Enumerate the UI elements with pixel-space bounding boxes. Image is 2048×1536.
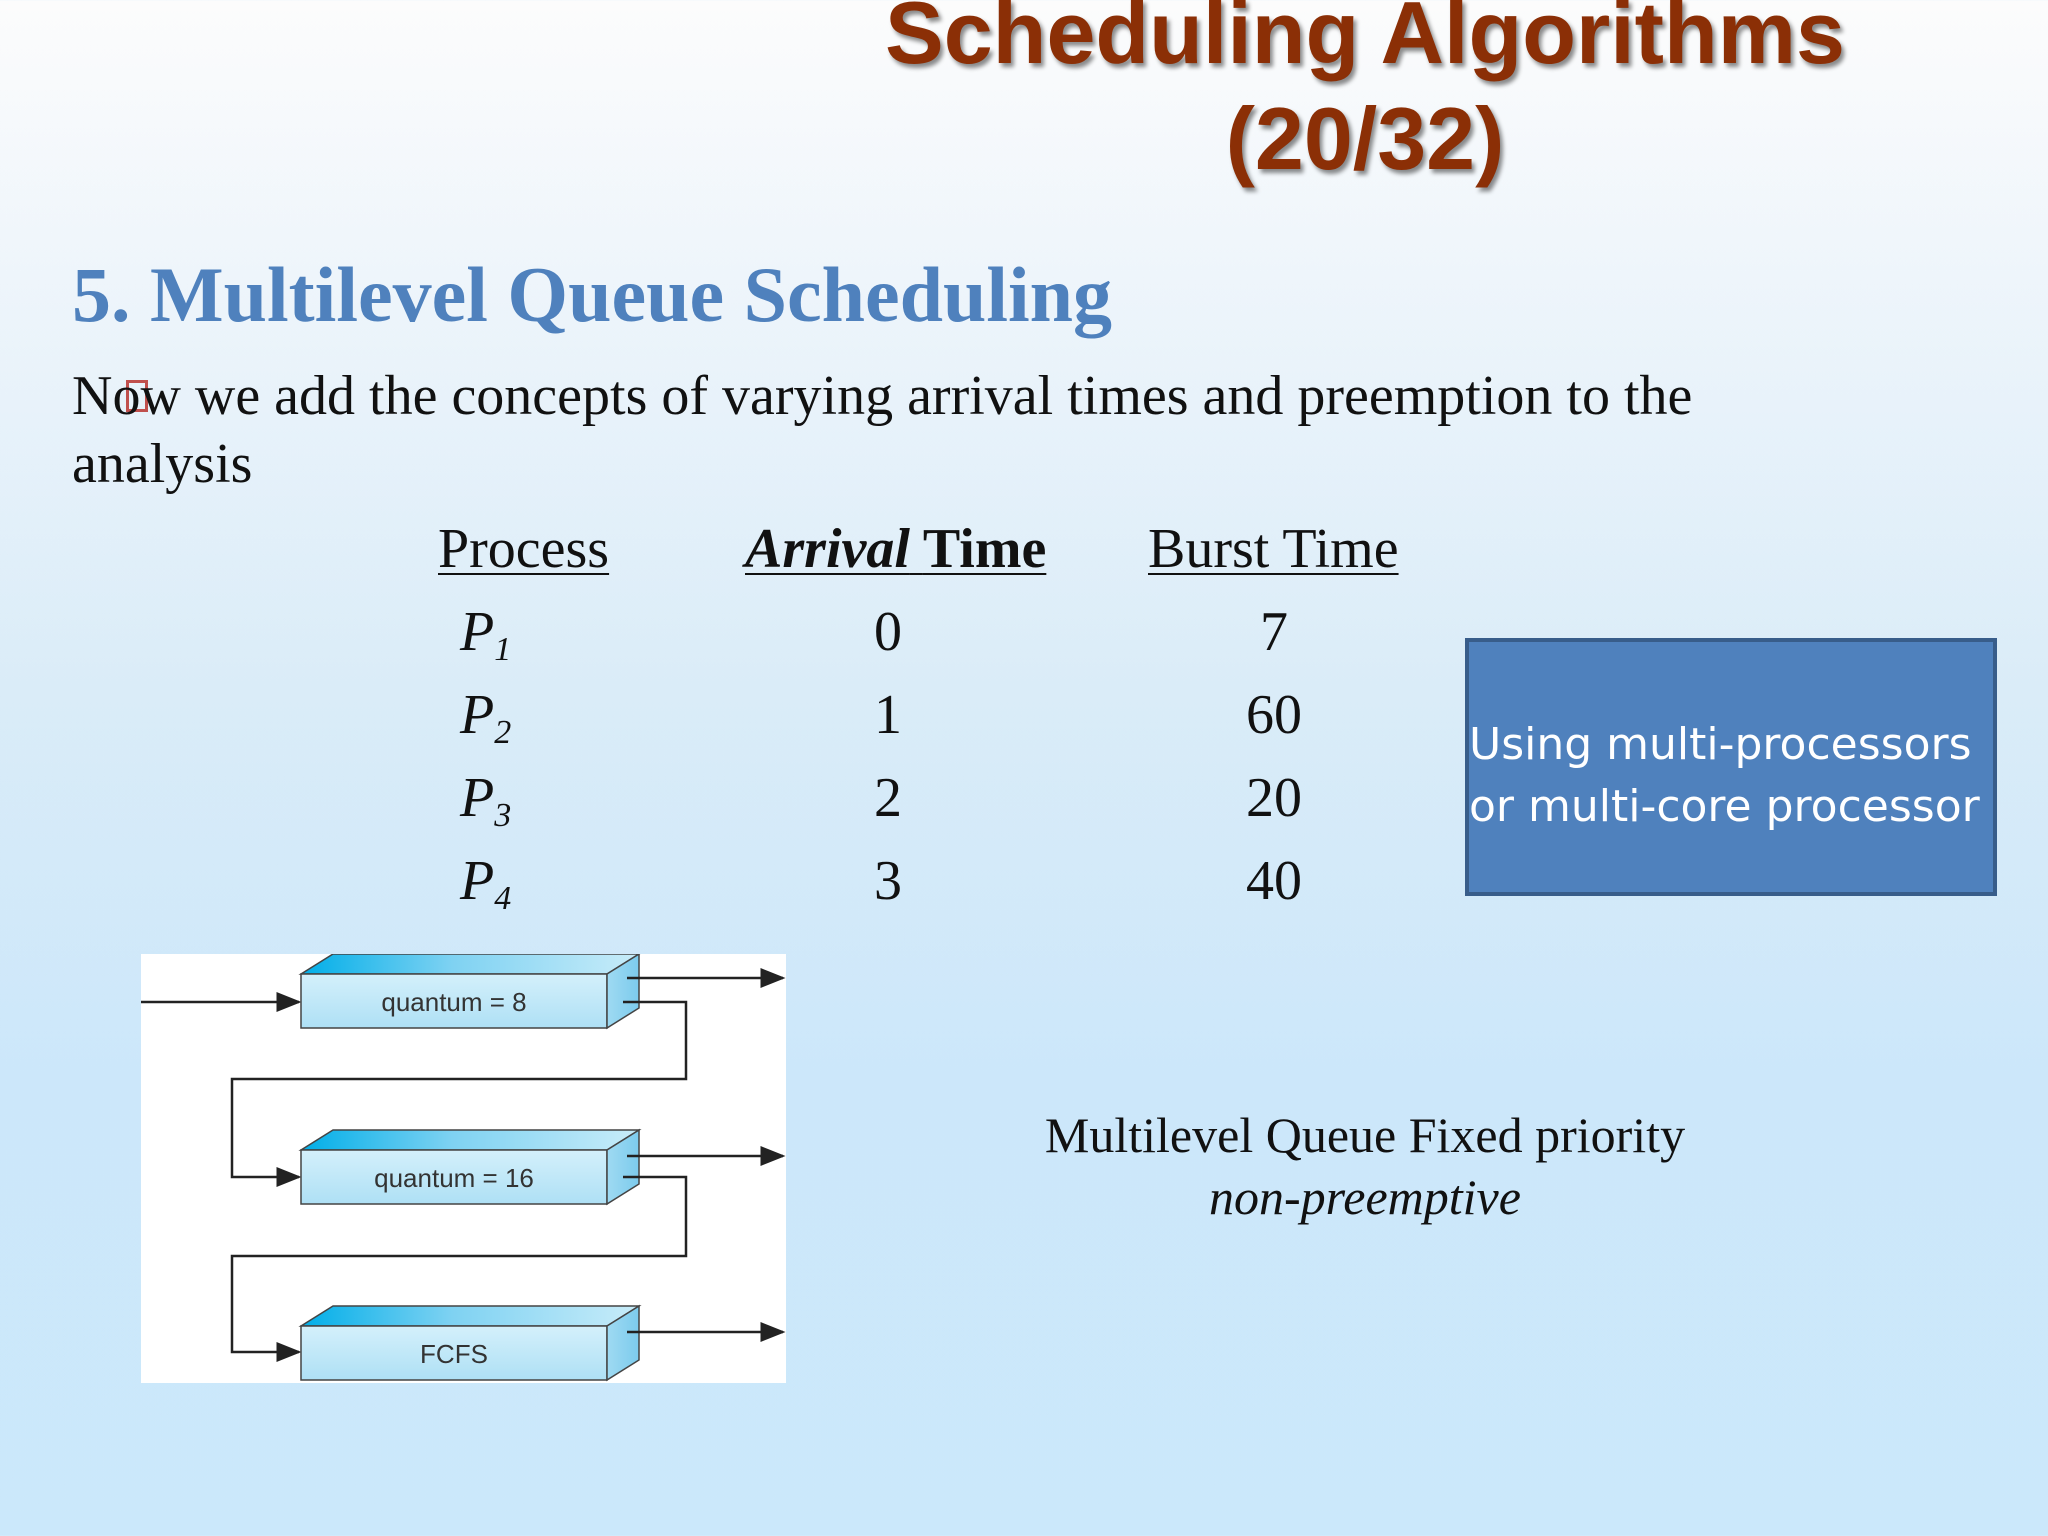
header-burst-time: Burst Time xyxy=(1148,518,1399,580)
burst-time-cell: 60 xyxy=(1246,684,1302,746)
burst-time-cell: 7 xyxy=(1260,601,1288,663)
arrival-time-cell: 2 xyxy=(874,767,902,829)
callout-box xyxy=(1465,638,1997,896)
caption-line-1: Multilevel Queue Fixed priority xyxy=(1044,1107,1686,1163)
process-name: $P_4$ xyxy=(460,850,512,917)
slide-title xyxy=(680,0,2048,192)
section-heading: 5. Multilevel Queue Scheduling xyxy=(72,251,1113,338)
header-process: Process xyxy=(438,518,610,580)
queue-label-1: quantum = 8 xyxy=(381,987,527,1017)
burst-time-cell: 20 xyxy=(1246,767,1302,829)
arrival-time-cell: 1 xyxy=(874,684,902,746)
burst-time-cell: 40 xyxy=(1246,850,1302,912)
header-arrival-time xyxy=(745,515,1046,583)
body-line-1: Now we add the concepts of varying arrival times and preemption to the xyxy=(72,365,1693,427)
title-line-1: Scheduling Algorithms xyxy=(885,0,1845,82)
process-name: $P_2$ xyxy=(460,684,512,751)
diagram-caption xyxy=(980,1104,1750,1228)
callout-line-1: Using multi-processors xyxy=(1469,719,1972,770)
callout-line-2: or multi-core processor xyxy=(1469,781,1980,832)
process-name: $P_1$ xyxy=(460,601,512,668)
body-paragraph xyxy=(72,362,1772,498)
multilevel-queue-diagram xyxy=(141,954,786,1383)
header-arrival-italic: Arrival xyxy=(745,518,910,580)
queue-label-2: quantum = 16 xyxy=(374,1163,534,1193)
queue-label-3: FCFS xyxy=(420,1339,488,1369)
title-line-2: (20/32) xyxy=(1225,89,1505,188)
header-arrival-rest: Time xyxy=(922,518,1047,580)
body-line-2: analysis xyxy=(72,433,253,495)
process-name: $P_3$ xyxy=(460,767,512,834)
caption-line-2: non-preemptive xyxy=(1209,1169,1521,1225)
arrival-time-cell: 3 xyxy=(874,850,902,912)
arrival-time-cell: 0 xyxy=(874,601,902,663)
